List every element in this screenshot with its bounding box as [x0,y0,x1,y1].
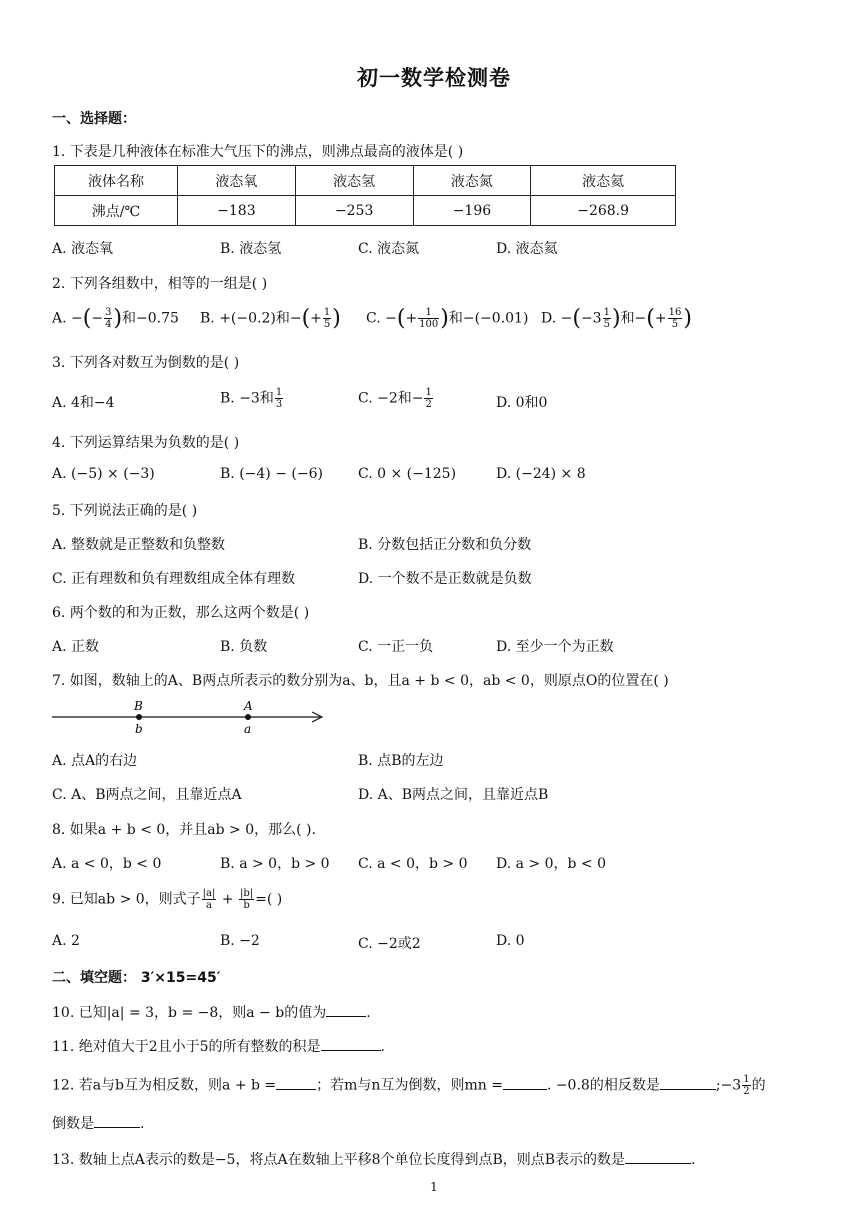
point-b-value-label: b [135,722,143,736]
point-b-dot [136,714,142,720]
question-7-option-b: B. 点B的左边 [358,753,444,769]
answer-blank[interactable] [326,1002,366,1017]
question-4-option-d: D. (−24) × 8 [496,466,586,482]
question-8-option-b: B. a > 0，b > 0 [220,856,330,872]
question-3-option-d: D. 0和0 [496,395,548,411]
question-4-option-a: A. (−5) × (−3) [52,466,155,482]
question-6-option-d: D. 至少一个为正数 [496,639,614,655]
question-9-option-a: A. 2 [52,933,80,949]
question-10: 10. 已知|a| = 3，b = −8，则a − b的值为 . [52,1002,371,1022]
answer-blank[interactable] [276,1075,316,1090]
question-12: 12. 若a与b互为相反数，则a + b = ；若m与n互为倒数，则mn = . −0.8的相反数是 ;−3 $\frac{1}{2}$ 的 [52,1074,766,1097]
section-heading-choice: 一、选择题： [52,111,136,127]
table-cell: 液体名称 [55,166,178,196]
answer-blank[interactable] [321,1036,381,1051]
question-3-option-c: C. −2和− $\frac{1}{2}$ [358,387,432,410]
table-cell: 液态氢 [295,166,413,196]
number-line-figure [50,696,330,738]
table-cell: 液态氧 [178,166,296,196]
question-3-option-b: B. −3和 $\frac{1}{3}$ [220,387,283,410]
answer-blank[interactable] [94,1113,140,1128]
table-cell: 液态氮 [413,166,531,196]
question-8-option-c: C. a < 0，b > 0 [358,856,468,872]
question-1-option-c: C. 液态氮 [358,241,420,257]
question-9-option-b: B. −2 [220,933,260,949]
question-3-stem: 3. 下列各对数互为倒数的是( ) [52,355,240,371]
table-cell: −268.9 [531,196,676,226]
question-9-stem: 9. 已知ab > 0，则式子 $\frac{|a|}{a}$ + $\frac{|b|}{b}$ =( ) [52,888,283,911]
question-7-option-d: D. A、B两点之间，且靠近点B [358,787,549,803]
question-5-option-b: B. 分数包括正分数和负分数 [358,537,532,553]
question-1-option-b: B. 液态氢 [220,241,282,257]
point-a-dot [245,714,251,720]
boiling-point-table [54,165,676,226]
question-5-option-a: A. 整数就是正整数和负整数 [52,537,226,553]
answer-blank[interactable] [660,1075,716,1090]
question-7-stem: 7. 如图，数轴上的A、B两点所表示的数分别为a、b，且a + b < 0，ab < 0，则原点O的位置在( ) [52,673,669,689]
table-cell: −253 [295,196,413,226]
question-2-option-d: D. −(−3 $\frac{1}{5}$ )和−(+ $\frac{16}{5}$ ) [541,306,692,331]
page-number: 1 [430,1180,438,1194]
question-13: 13. 数轴上点A表示的数是−5，将点A在数轴上平移8个单位长度得到点B，则点B表示的数是 . [52,1149,696,1169]
question-3-option-a: A. 4和−4 [52,395,115,411]
question-1-stem: 1. 下表是几种液体在标准大气压下的沸点，则沸点最高的液体是( ) [52,144,464,160]
question-7-option-a: A. 点A的右边 [52,753,138,769]
question-9-option-c: C. −2或2 [358,936,421,952]
point-a-label: A [244,699,253,713]
question-4-option-b: B. (−4) − (−6) [220,466,323,482]
page-title: 初一数学检测卷 [357,66,511,90]
answer-blank[interactable] [503,1075,547,1090]
table-cell: 液态氦 [531,166,676,196]
answer-blank[interactable] [625,1149,691,1164]
question-11: 11. 绝对值大于2且小于5的所有整数的积是 . [52,1036,385,1056]
question-1-option-d: D. 液态氦 [496,241,558,257]
question-8-option-a: A. a < 0，b < 0 [52,856,162,872]
question-4-option-c: C. 0 × (−125) [358,466,457,482]
table-cell: −183 [178,196,296,226]
table-row [55,196,676,226]
question-8-stem: 8. 如果a + b < 0，并且ab > 0，那么( ). [52,822,316,838]
table-cell: −196 [413,196,531,226]
question-6-stem: 6. 两个数的和为正数，那么这两个数是( ) [52,605,310,621]
question-7-option-c: C. A、B两点之间，且靠近点A [52,787,242,803]
question-2-option-a: A. −(− $\frac{3}{4}$ )和−0.75 [52,306,179,331]
question-5-option-d: D. 一个数不是正数就是负数 [358,571,532,587]
question-6-option-b: B. 负数 [220,639,268,655]
question-8-option-d: D. a > 0，b < 0 [496,856,607,872]
question-2-option-b: B. +(−0.2)和−(+ $\frac{1}{5}$ ) [200,306,341,331]
question-2-option-c: C. −(+ $\frac{1}{100}$ )和−(−0.01) [366,306,529,331]
question-6-option-c: C. 一正一负 [358,639,434,655]
section-heading-fill: 二、填空题： 3′×15=45′ [52,970,221,986]
question-9-option-d: D. 0 [496,933,525,949]
table-row [55,166,676,196]
question-5-stem: 5. 下列说法正确的是( ) [52,503,198,519]
table-cell: 沸点/℃ [55,196,178,226]
point-a-value-label: a [244,722,252,736]
question-2-stem: 2. 下列各组数中，相等的一组是( ) [52,276,268,292]
point-b-label: B [134,699,143,713]
question-6-option-a: A. 正数 [52,639,100,655]
question-12-line-2: 倒数是 . [52,1113,144,1133]
question-1-option-a: A. 液态氧 [52,241,114,257]
question-4-stem: 4. 下列运算结果为负数的是( ) [52,435,240,451]
question-5-option-c: C. 正有理数和负有理数组成全体有理数 [52,571,296,587]
